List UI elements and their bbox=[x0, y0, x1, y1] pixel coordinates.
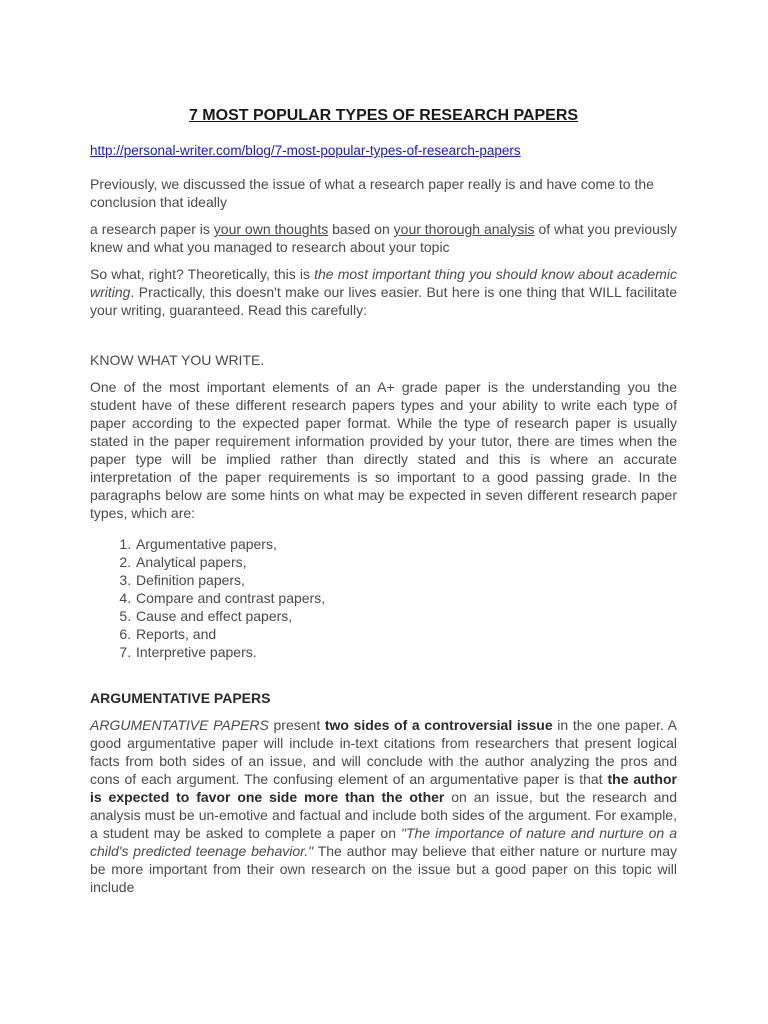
list-item: 5. Cause and effect papers, bbox=[135, 607, 677, 625]
elements-paragraph: One of the most important elements of an A+ grade paper is the understanding you the student have of these different research papers types and your ability to write each type of paper according to the expected paper format. While the type of research paper is usually stated in the paper requirement information provided by your tutor, there are times when the paper type will be implied rather than directly stated and this is where an accurate interpretation of the paper requirements is so important to a good passing grade. In the paragraphs below are some hints on what may be expected in seven different research paper types, which are: bbox=[90, 379, 677, 521]
list-item: 7. Interpretive papers. bbox=[135, 643, 677, 661]
argumentative-text-3: on an issue, but the research and analysis must be un-emotive and factual and include both sides of the argument. For example, a student may be asked to complete a paper on bbox=[90, 789, 677, 841]
list-item: 6. Reports, and bbox=[135, 625, 677, 643]
list-item: 2. Analytical papers, bbox=[135, 553, 677, 571]
definition-paragraph bbox=[90, 220, 677, 256]
argumentative-bold-1: two sides of a controversial issue bbox=[324, 717, 553, 733]
argumentative-text-4: The author may believe that either nature or nurture may be more important from their own research on the issue but a good paper on this topic will include bbox=[90, 843, 677, 895]
list-item: 3. Definition papers, bbox=[135, 571, 677, 589]
source-link[interactable]: http://personal-writer.com/blog/7-most-popular-types-of-research-papers bbox=[90, 143, 521, 158]
argumentative-italic-quote: "The importance of nature and nurture on a child's predicted teenage behavior." bbox=[90, 825, 677, 859]
definition-underline-own-thoughts: your own thoughts bbox=[213, 221, 329, 237]
list-item: 1. Argumentative papers, bbox=[135, 535, 677, 553]
definition-text-b: based on bbox=[328, 221, 394, 237]
argumentative-paragraph bbox=[90, 716, 677, 896]
definition-text-c: of what you previously knew and what you managed to research about your topic bbox=[90, 221, 678, 255]
document-body bbox=[90, 104, 677, 896]
argumentative-italic-lead: ARGUMENTATIVE PAPERS bbox=[90, 717, 269, 733]
so-what-text-b: . Practically, this doesn't make our lives easier. But here is one thing that WILL facilitate your writing, guaranteed. Read this carefully: bbox=[90, 284, 677, 318]
know-what-you-write: KNOW WHAT YOU WRITE. bbox=[90, 352, 265, 368]
so-what-italic: the most important thing you should know about academic writing bbox=[90, 266, 677, 300]
so-what-paragraph bbox=[90, 265, 677, 319]
definition-underline-analysis: your thorough analysis bbox=[393, 221, 535, 237]
section-heading: ARGUMENTATIVE PAPERS bbox=[90, 690, 271, 706]
list-item: 4. Compare and contrast papers, bbox=[135, 589, 677, 607]
page-title: 7 MOST POPULAR TYPES OF RESEARCH PAPERS bbox=[188, 107, 579, 124]
paper-types-list bbox=[90, 535, 677, 661]
argumentative-bold-2: the author is expected to favor one side more than the other bbox=[90, 771, 677, 805]
argumentative-text-2: in the one paper. A good argumentative paper will include in-text citations from researchers that present logical facts from both sides of an issue, and will conclude with the author analyzing the pros and cons of each argument. The confusing element of an argumentative paper is that bbox=[90, 717, 678, 787]
argumentative-text-1: present bbox=[268, 717, 325, 733]
intro-paragraph: Previously, we discussed the issue of what a research paper really is and have come to the conclusion that ideally bbox=[90, 176, 654, 210]
definition-text-a: a research paper is bbox=[90, 221, 214, 237]
so-what-text-a: So what, right? Theoretically, this is bbox=[90, 266, 315, 282]
